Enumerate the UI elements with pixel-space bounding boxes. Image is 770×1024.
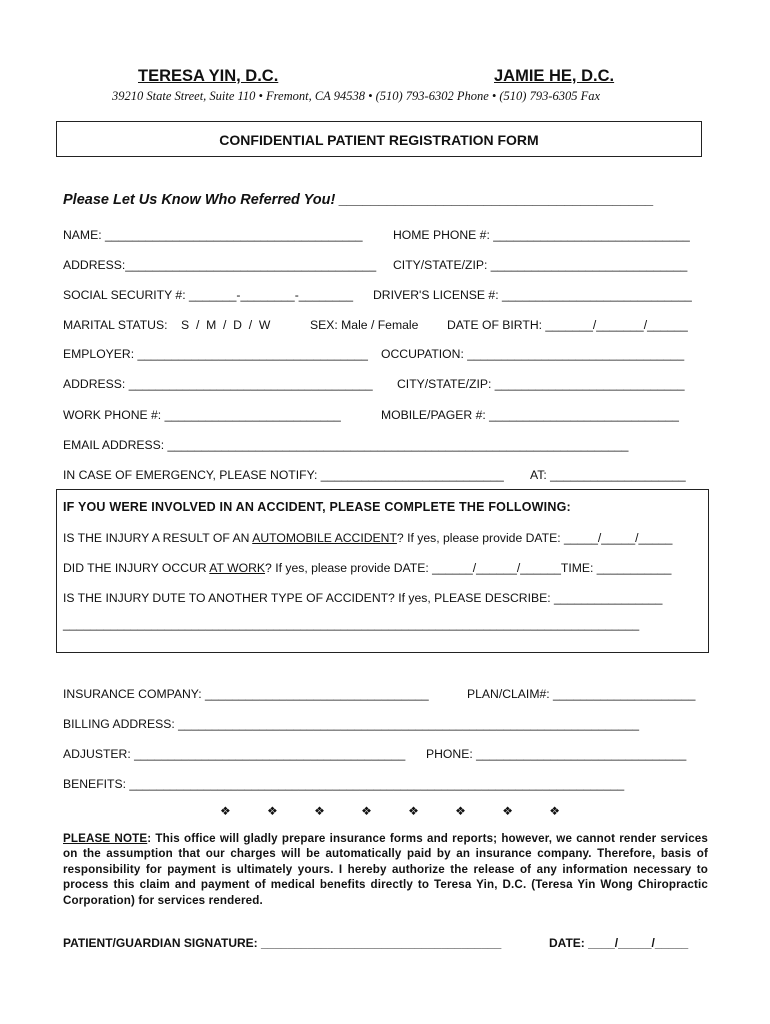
diamond-icon: ❖ (220, 804, 231, 818)
diamond-icon: ❖ (549, 804, 560, 818)
name-field[interactable]: NAME: ______________________________________ (63, 228, 363, 242)
work-injury-question[interactable] (63, 561, 671, 575)
home-phone-field[interactable]: HOME PHONE #: _____________________________ (393, 228, 690, 242)
occupation-field[interactable]: OCCUPATION: ________________________________ (381, 347, 685, 361)
doctor-name-right: JAMIE HE, D.C. (494, 67, 615, 85)
diamond-separator (220, 804, 560, 818)
diamond-icon: ❖ (314, 804, 325, 818)
auto-accident-question[interactable] (63, 531, 672, 545)
doctor-name-left: TERESA YIN, D.C. (138, 67, 279, 85)
employer-field[interactable]: EMPLOYER: __________________________________ (63, 347, 368, 361)
auto-accident-prefix: IS THE INJURY A RESULT OF AN (63, 531, 253, 545)
address-field[interactable]: ADDRESS:_____________________________________ (63, 258, 377, 272)
accident-heading: IF YOU WERE INVOLVED IN AN ACCIDENT, PLEASE COMPLETE THE FOLLOWING: (63, 500, 571, 514)
please-note-label: PLEASE NOTE (63, 832, 148, 845)
please-note-paragraph (63, 831, 708, 908)
form-title: CONFIDENTIAL PATIENT REGISTRATION FORM (219, 132, 539, 148)
employer-address-field[interactable]: ADDRESS: ____________________________________ (63, 377, 373, 391)
plan-claim-field[interactable]: PLAN/CLAIM#: _____________________ (467, 687, 696, 701)
adjuster-field[interactable]: ADJUSTER: ________________________________________ (63, 747, 406, 761)
marital-status-field[interactable]: MARITAL STATUS: S / M / D / W (63, 318, 271, 332)
drivers-license-field[interactable]: DRIVER'S LICENSE #: ____________________________ (373, 288, 692, 302)
form-title-box (56, 121, 702, 157)
work-phone-field[interactable]: WORK PHONE #: __________________________ (63, 408, 341, 422)
diamond-icon: ❖ (455, 804, 466, 818)
mobile-pager-field[interactable]: MOBILE/PAGER #: ____________________________ (381, 408, 679, 422)
referral-field[interactable]: Please Let Us Know Who Referred You! _______________________________________ (63, 192, 654, 208)
signature-field[interactable]: PATIENT/GUARDIAN SIGNATURE: ____________________________________ (63, 936, 502, 950)
work-injury-suffix: ? If yes, please provide DATE: ______/______/______TIME: ___________ (265, 561, 672, 575)
diamond-icon: ❖ (361, 804, 372, 818)
emergency-phone-field[interactable]: AT: ____________________ (530, 468, 686, 482)
work-injury-underlined: AT WORK (209, 561, 266, 575)
diamond-icon: ❖ (502, 804, 513, 818)
sex-field[interactable]: SEX: Male / Female (310, 318, 419, 332)
work-injury-prefix: DID THE INJURY OCCUR (63, 561, 210, 575)
ssn-field[interactable]: SOCIAL SECURITY #: _______-________-________ (63, 288, 353, 302)
employer-city-state-zip-field[interactable]: CITY/STATE/ZIP: ____________________________ (397, 377, 685, 391)
please-note-text: : This office will gladly prepare insurance forms and reports; however, we cannot render services on the assumption that our charges will be automatically paid by an insurance company. Therefore, basis of responsibility for payment is ultimately yours. I hereby authorize the release of any information necessary to process this claim and payment of medical benefits directly to Teresa Yin, D.C. (Teresa Yin Wong Chiropractic Corporation) for services rendered. (63, 832, 708, 907)
auto-accident-underlined: AUTOMOBILE ACCIDENT (252, 531, 397, 545)
email-field[interactable]: EMAIL ADDRESS: ____________________________________________________________________ (63, 438, 629, 452)
billing-address-field[interactable]: BILLING ADDRESS: ____________________________________________________________________ (63, 717, 640, 731)
emergency-contact-field[interactable]: IN CASE OF EMERGENCY, PLEASE NOTIFY: ___________________________ (63, 468, 504, 482)
diamond-icon: ❖ (267, 804, 278, 818)
auto-accident-suffix: ? If yes, please provide DATE: _____/_____/_____ (396, 531, 673, 545)
city-state-zip-field[interactable]: CITY/STATE/ZIP: _____________________________ (393, 258, 688, 272)
diamond-icon: ❖ (408, 804, 419, 818)
adjuster-phone-field[interactable]: PHONE: _______________________________ (426, 747, 687, 761)
benefits-field[interactable]: BENEFITS: _________________________________________________________________________ (63, 777, 625, 791)
dob-field[interactable]: DATE OF BIRTH: _______/_______/______ (447, 318, 688, 332)
other-accident-question[interactable]: IS THE INJURY DUTE TO ANOTHER TYPE OF ACCIDENT? If yes, PLEASE DESCRIBE: ________________ (63, 591, 663, 605)
other-accident-description-line[interactable]: _____________________________________________________________________________________ (63, 617, 640, 631)
signature-date-field[interactable]: DATE: ____/_____/_____ (549, 936, 689, 950)
clinic-address: 39210 State Street, Suite 110 • Fremont, CA 94538 • (510) 793-6302 Phone • (510) 793-6305 Fax (112, 89, 601, 103)
insurance-company-field[interactable]: INSURANCE COMPANY: _________________________________ (63, 687, 429, 701)
